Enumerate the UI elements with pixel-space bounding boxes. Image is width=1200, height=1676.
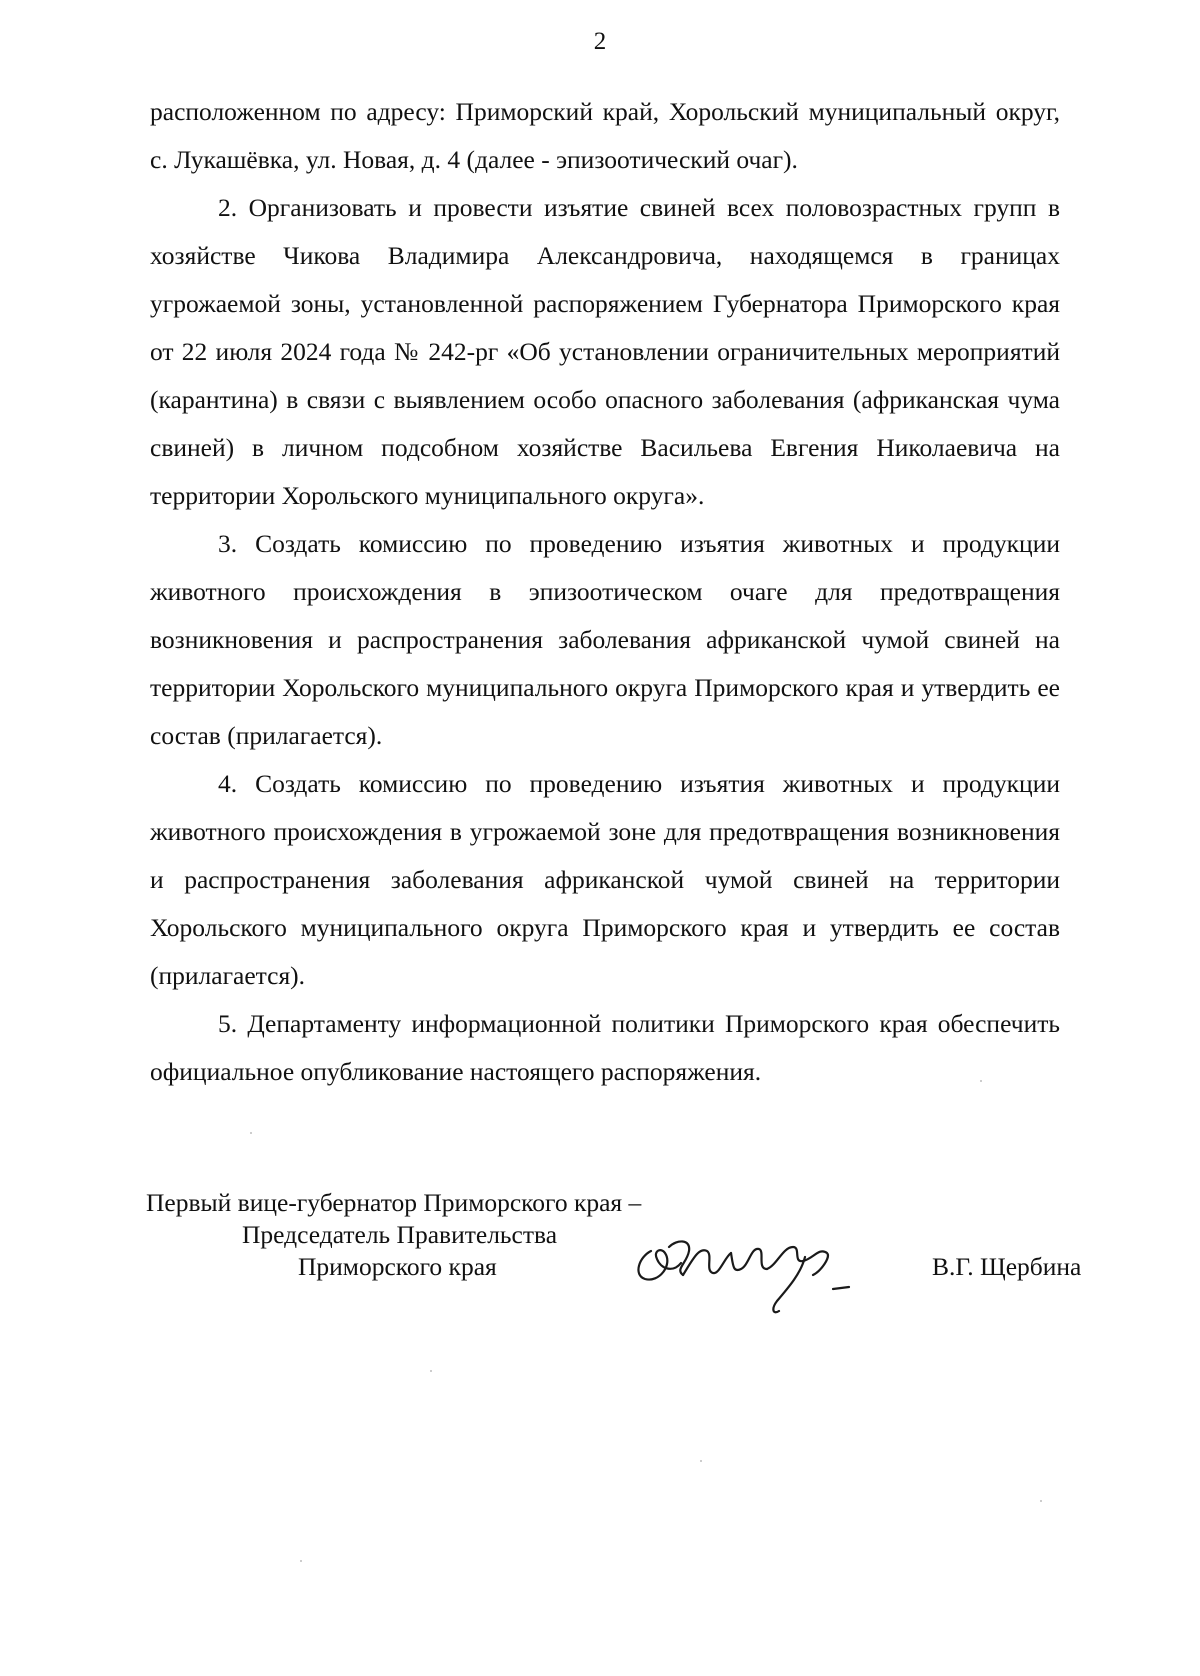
paragraph-item-2: 2. Организовать и провести изъятие свиней всех половозрастных групп в хозяйстве Чикова Владимира Александровича, находящемся в границах угрожаемой зоны, установленной распоряжением Губернатора Приморского края от 22 июля 2024 года № 242-рг «Об установлении ограничительных мероприятий (карантина) в связи с выявлением особо опасного заболевания (африканская чума свиней) в личном подсобном хозяйстве Васильева Евгения Николаевича на территории Хорольского муниципального округа». [150,193,1060,510]
document-body [150,88,1060,1096]
scan-speck [980,1080,982,1082]
scan-speck [250,1132,252,1134]
handwritten-signature [621,1217,851,1317]
signer-position-line-3: Приморского края [298,1252,497,1281]
signer-position-line-2: Председатель Правительства [242,1220,558,1249]
signature-block [146,1187,1082,1317]
page-number: 2 [593,28,607,55]
paragraph-item-4: 4. Создать комиссию по проведению изъятия животных и продукции животного происхождения в угрожаемой зоне для предотвращения возникновения и распространения заболевания африканской чумой свиней на территории Хорольского муниципального округа Приморского края и утвердить ее состав (прилагается). [150,769,1060,990]
signer-name: В.Г. Щербина [932,1252,1082,1281]
paragraph-item-5: 5. Департаменту информационной политики Приморского края обеспечить официальное опубликование настоящего распоряжения. [150,1009,1060,1086]
scan-speck [300,1560,302,1562]
scan-speck [430,1370,432,1372]
scan-speck [700,1460,702,1462]
paragraph-continuation: расположенном по адресу: Приморский край, Хорольский муниципальный округ, с. Лукашёвка, ул. Новая, д. 4 (далее - эпизоотический очаг). [150,97,1060,174]
scan-speck [1040,1500,1042,1502]
signer-position-line-1: Первый вице-губернатор Приморского края – [146,1188,642,1217]
paragraph-item-3: 3. Создать комиссию по проведению изъятия животных и продукции животного происхождения в эпизоотическом очаге для предотвращения возникновения и распространения заболевания африканской чумой свиней на территории Хорольского муниципального округа Приморского края и утвердить ее состав (прилагается). [150,529,1060,750]
